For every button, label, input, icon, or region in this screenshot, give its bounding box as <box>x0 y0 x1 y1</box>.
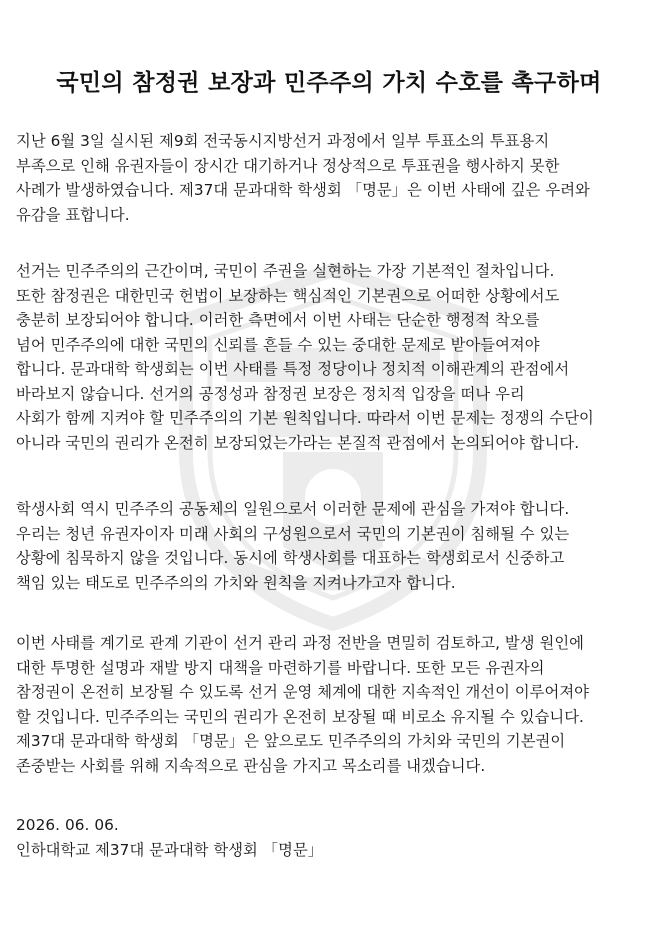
paragraph-line: 이번 사태를 계기로 관계 기관이 선거 관리 과정 전반을 면밀히 검토하고, 발생 원인에 <box>16 634 584 652</box>
paragraph-line: 존중받는 사회를 위해 지속적으로 관심을 가지고 목소리를 내겠습니다. <box>16 756 486 775</box>
paragraph-line: 부족으로 인해 유권자들이 장시간 대기하거나 정상적으로 투표권을 행사하지 못한 <box>16 156 560 175</box>
paragraph-line: 우리는 청년 유권자이자 미래 사회의 구성원으로서 국민의 기본권이 침해될 수 있는 <box>16 524 570 543</box>
paragraph-line: 학생사회 역시 민주주의 공동체의 일원으로서 이러한 문제에 관심을 가져야 합니다. <box>16 500 570 518</box>
paragraph-demands <box>16 631 646 778</box>
paragraph-line: 충분히 보장되어야 합니다. 이러한 측면에서 이번 사태는 단순한 행정적 착오를 <box>16 311 540 329</box>
paragraph-line: 사례가 발생하였습니다. 제37대 문과대학 학생회 「명문」은 이번 사태에 깊은 우려와 <box>16 181 590 199</box>
paragraph-line: 아니라 국민의 권리가 온전히 보장되었는가라는 본질적 관점에서 논의되어야 합니다. <box>16 433 580 452</box>
paragraph-line: 참정권이 온전히 보장될 수 있도록 선거 운영 체계에 대한 지속적인 개선이 이루어져야 <box>16 683 589 701</box>
paragraph-line: 선거는 민주주의의 근간이며, 국민이 주권을 실현하는 가장 기본적인 절차입니다. <box>16 262 555 280</box>
paragraph-line: 지난 6월 3일 실시된 제9회 전국동시지방선거 과정에서 일부 투표소의 투표용지 <box>16 132 550 150</box>
paragraph-line: 대한 투명한 설명과 재발 방지 대책을 마련하기를 바랍니다. 또한 모든 유권자의 <box>16 658 545 677</box>
paragraph-line: 할 것입니다. 민주주의는 국민의 권리가 온전히 보장될 때 비로소 유지될 수 있습니다. <box>16 707 584 726</box>
paragraph-line: 사회가 함께 지켜야 할 민주주의의 기본 원칙입니다. 따라서 이번 문제는 정쟁의 수단이 <box>16 409 594 427</box>
statement-date: 2026. 06. 06. <box>16 816 119 834</box>
paragraph-line: 제37대 문과대학 학생회 「명문」은 앞으로도 민주주의의 가치와 국민의 기본권이 <box>16 732 566 750</box>
paragraph-line: 또한 참정권은 대한민국 헌법이 보장하는 핵심적인 기본권으로 어떠한 상황에서도 <box>16 286 560 305</box>
paragraph-line: 넘어 민주주의에 대한 국민의 신뢰를 흔들 수 있는 중대한 문제로 받아들여져야 <box>16 335 540 354</box>
paragraph-democracy-principles <box>16 259 646 455</box>
signature-block <box>16 813 646 862</box>
paragraph-line: 합니다. 문과대학 학생회는 이번 사태를 특정 정당이나 정치적 이해관계의 관점에서 <box>16 360 570 378</box>
page-title: 국민의 참정권 보장과 민주주의 가치 수호를 촉구하며 <box>56 70 602 96</box>
paragraph-line: 유감을 표합니다. <box>16 205 130 224</box>
paragraph-student-society <box>16 497 646 595</box>
paragraph-line: 바라보지 않습니다. 선거의 공정성과 참정권 보장은 정치적 입장을 떠나 우리 <box>16 384 525 403</box>
issuing-organization: 인하대학교 제37대 문과대학 학생회 「명문」 <box>16 840 324 859</box>
paragraph-line: 책임 있는 태도로 민주주의의 가치와 원칙을 지켜나가고자 합니다. <box>16 573 456 592</box>
paragraph-incident <box>16 129 646 227</box>
paragraph-line: 상황에 침묵하지 않을 것입니다. 동시에 학생사회를 대표하는 학생회로서 신중하고 <box>16 549 565 567</box>
